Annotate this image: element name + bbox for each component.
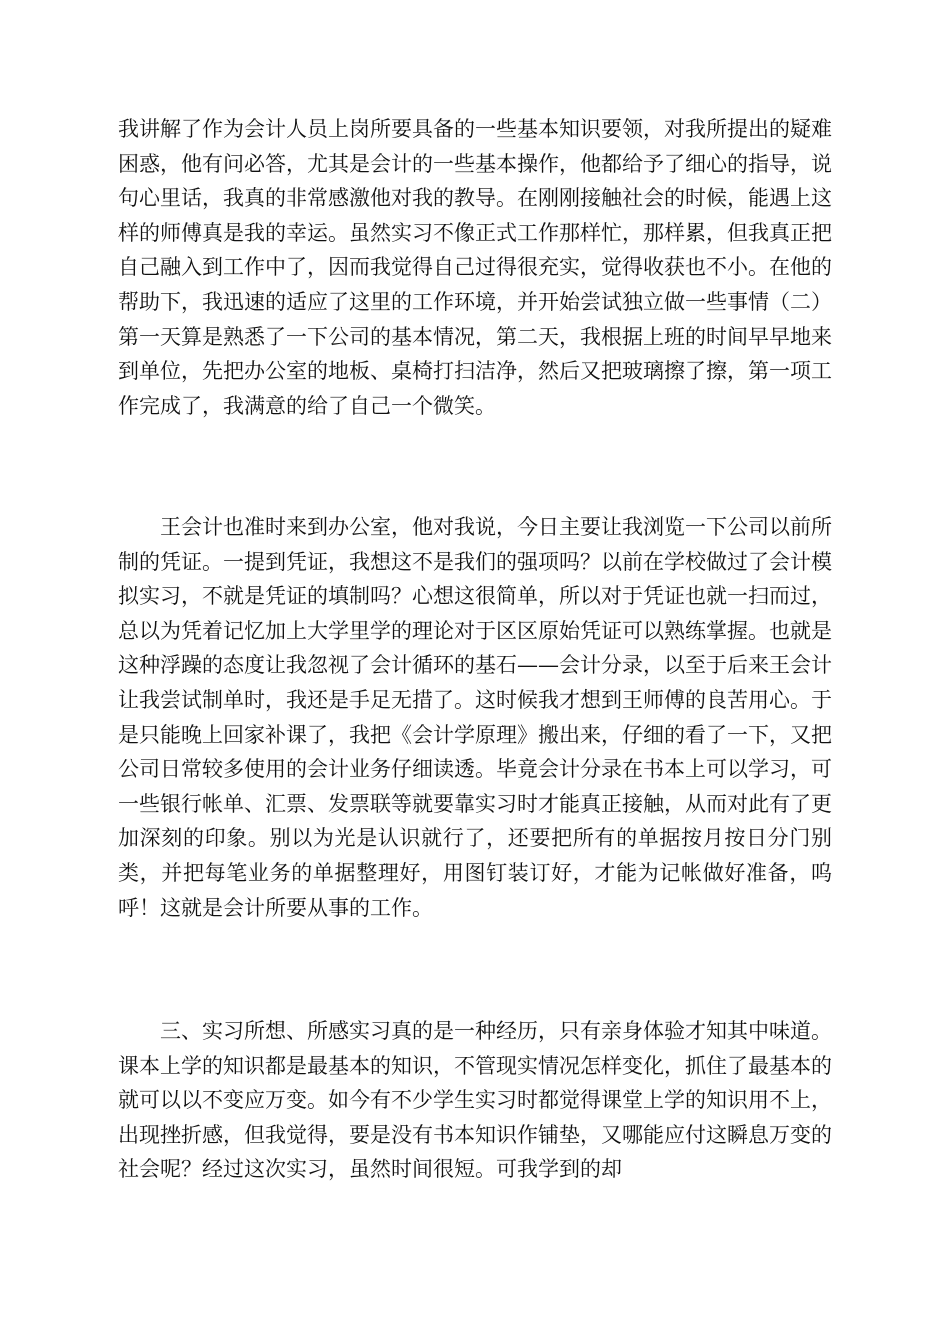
paragraph-3: 三、实习所想、所感实习真的是一种经历，只有亲身体验才知其中味道。课本上学的知识都是最基本的知识，不管现实情况怎样变化，抓住了最基本的就可以以不变应万变。如今有不少学生实习时都觉得课堂上学的知识用不上，出现挫折感，但我觉得，要是没有书本知识作铺垫，又哪能应付这瞬息万变的社会呢？经过这次实习，虽然时间很短。可我学到的却 [118, 1019, 832, 1182]
paragraph-2-container [118, 510, 832, 925]
paragraph-1: 我讲解了作为会计人员上岗所要具备的一些基本知识要领，对我所提出的疑难困惑，他有问必答，尤其是会计的一些基本操作，他都给予了细心的指导，说句心里话，我真的非常感激他对我的教导。在刚刚接触社会的时候，能遇上这样的师傅真是我的幸运。虽然实习不像正式工作那样忙，那样累，但我真正把自己融入到工作中了，因而我觉得自己过得很充实，觉得收获也不小。在他的帮助下，我迅速的适应了这里的工作环境，并开始尝试独立做一些事情（二）第一天算是熟悉了一下公司的基本情况，第二天，我根据上班的时间早早地来到单位，先把办公室的地板、桌椅打扫洁净，然后又把玻璃擦了擦，第一项工作完成了，我满意的给了自己一个微笑。 [118, 117, 832, 418]
paragraph-1-container [118, 112, 832, 423]
paragraph-2: 王会计也准时来到办公室，他对我说，今日主要让我浏览一下公司以前所制的凭证。一提到凭证，我想这不是我们的强项吗？以前在学校做过了会计模拟实习，不就是凭证的填制吗？心想这很简单，所以对于凭证也就一扫而过，总以为凭着记忆加上大学里学的理论对于区区原始凭证可以熟练掌握。也就是这种浮躁的态度让我忽视了会计循环的基石——会计分录，以至于后来王会计让我尝试制单时，我还是手足无措了。这时候我才想到王师傅的良苦用心。于是只能晚上回家补课了，我把《会计学原理》搬出来，仔细的看了一下，又把公司日常较多使用的会计业务仔细读透。毕竟会计分录在书本上可以学习，可一些银行帐单、汇票、发票联等就要靠实习时才能真正接触，从而对此有了更加深刻的印象。别以为光是认识就行了，还要把所有的单据按月按日分门别类，并把每笔业务的单据整理好，用图钉装订好，才能为记帐做好准备，呜呼！这就是会计所要从事的工作。 [118, 515, 832, 920]
paragraph-3-container [118, 1014, 832, 1187]
